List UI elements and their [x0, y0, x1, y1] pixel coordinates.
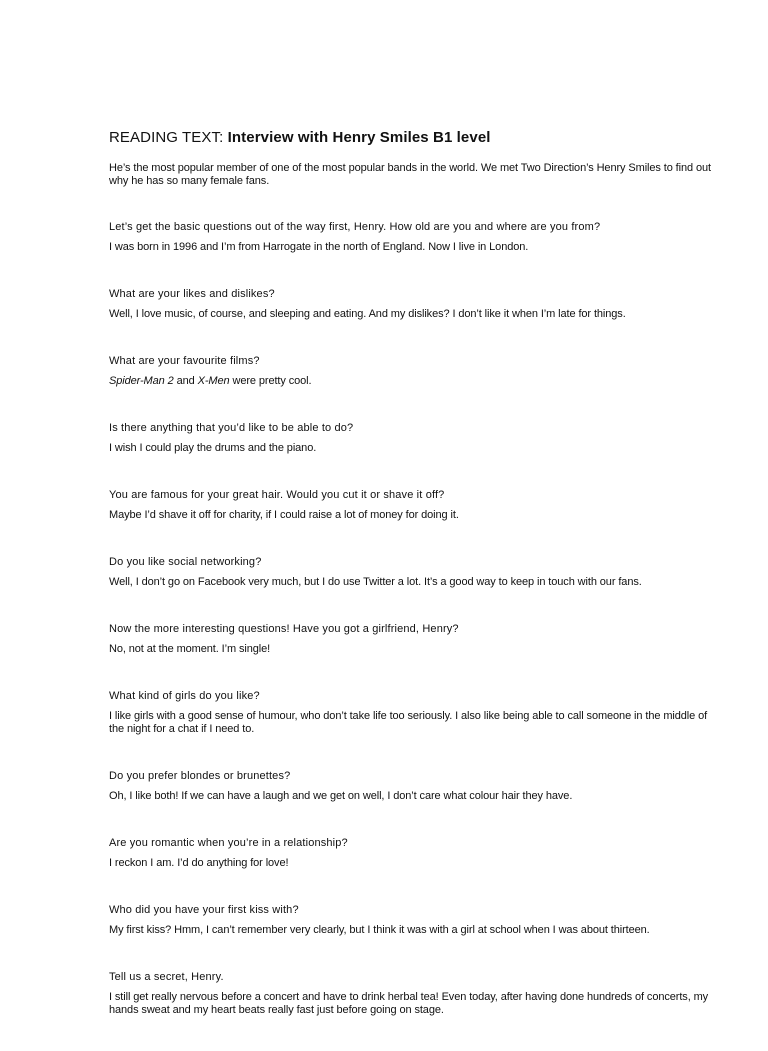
qa-block [109, 489, 721, 522]
qa-block [109, 971, 721, 1017]
qa-block [109, 904, 721, 937]
answer: Oh, I like both! If we can have a laugh and we get on well, I don’t care what colour hair they have. [109, 790, 573, 802]
answer: My first kiss? Hmm, I can’t remember very clearly, but I think it was with a girl at school when I was about thirteen. [109, 924, 650, 936]
qa-block [109, 422, 721, 455]
answer: I was born in 1996 and I’m from Harrogate in the north of England. Now I live in London. [109, 241, 529, 253]
question: Do you like social networking? [109, 556, 262, 568]
question: Now the more interesting questions! Have you got a girlfriend, Henry? [109, 623, 459, 635]
question: Tell us a secret, Henry. [109, 971, 224, 983]
title-prefix: READING TEXT: [109, 129, 228, 146]
question: Is there anything that you’d like to be able to do? [109, 422, 354, 434]
answer: Maybe I’d shave it off for charity, if I could raise a lot of money for doing it. [109, 509, 459, 521]
answer: Well, I don’t go on Facebook very much, but I do use Twitter a lot. It’s a good way to keep in touch with our fans. [109, 576, 642, 588]
qa-block [109, 837, 721, 870]
question: You are famous for your great hair. Would you cut it or shave it off? [109, 489, 445, 501]
answer-text: were pretty cool. [229, 375, 312, 387]
question: Let’s get the basic questions out of the way first, Henry. How old are you and where are you from? [109, 221, 601, 233]
question: Are you romantic when you’re in a relationship? [109, 837, 348, 849]
question: What are your likes and dislikes? [109, 288, 275, 300]
question: Do you prefer blondes or brunettes? [109, 770, 291, 782]
answer-text: and [173, 375, 198, 387]
qa-block [109, 221, 721, 254]
qa-block [109, 623, 721, 656]
answer: I reckon I am. I’d do anything for love! [109, 857, 289, 869]
qa-block [109, 556, 721, 589]
answer: I like girls with a good sense of humour, who don’t take life too seriously. I also like being able to call someone in the middle of the night for a chat if I need to. [109, 710, 708, 735]
document-page [109, 128, 721, 1051]
document-title [109, 128, 721, 148]
intro-paragraph: He’s the most popular member of one of the most popular bands in the world. We met Two Direction’s Henry Smiles to find out why he has so many female fans. [109, 162, 711, 187]
answer: No, not at the moment. I’m single! [109, 643, 271, 655]
qa-block [109, 770, 721, 803]
answer: I wish I could play the drums and the piano. [109, 442, 317, 454]
answer: Well, I love music, of course, and sleeping and eating. And my dislikes? I don’t like it when I’m late for things. [109, 308, 626, 320]
film-title: X-Men [197, 375, 230, 387]
question: What are your favourite films? [109, 355, 260, 367]
question: Who did you have your first kiss with? [109, 904, 299, 916]
question: What kind of girls do you like? [109, 690, 260, 702]
title-main: Interview with Henry Smiles B1 level [227, 129, 491, 146]
qa-block [109, 690, 721, 736]
answer [109, 375, 721, 388]
qa-block [109, 355, 721, 388]
answer: I still get really nervous before a concert and have to drink herbal tea! Even today, after having done hundreds of concerts, my hands sweat and my heart beats really fast just before going on stage. [109, 991, 709, 1016]
film-title: Spider-Man 2 [109, 375, 174, 387]
qa-block [109, 288, 721, 321]
